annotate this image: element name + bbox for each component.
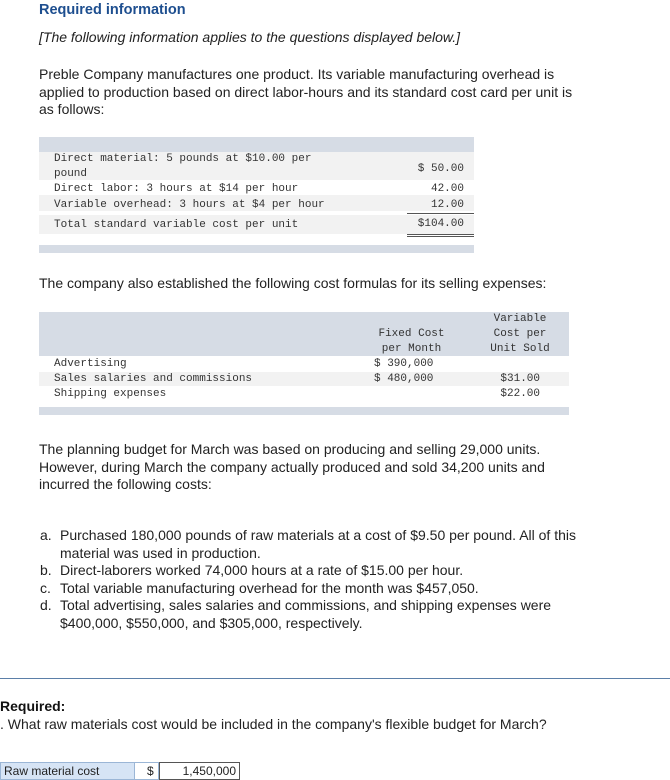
required-title: Required: bbox=[0, 698, 66, 714]
selling-intro: The company also established the following cost formulas for its selling expenses: bbox=[39, 275, 547, 291]
actual-costs-list bbox=[40, 527, 650, 632]
planning-paragraph bbox=[39, 441, 545, 494]
raw-material-cost-input[interactable]: 1,450,000 bbox=[159, 762, 240, 780]
list-item bbox=[40, 562, 650, 580]
expense-fixed-value: $ 480,000 bbox=[374, 373, 434, 385]
list-item-letter: c. bbox=[40, 579, 51, 596]
cost-row-value: 12.00 bbox=[430, 199, 464, 211]
subtotal-rule bbox=[407, 213, 474, 214]
cost-row-total: $104.00 bbox=[417, 218, 464, 230]
list-item-text: Total advertising, sales salaries and commissions, and shipping expenses were bbox=[60, 597, 552, 613]
intro-line: as follows: bbox=[39, 101, 105, 117]
list-item-text: Total variable manufacturing overhead for the month was $457,050. bbox=[60, 579, 479, 596]
answer-currency: $ bbox=[135, 762, 159, 780]
expense-row-label: Sales salaries and commissions bbox=[54, 373, 253, 385]
answer-row-label: Raw material cost bbox=[0, 762, 135, 780]
cost-row-label: Variable overhead: 3 hours at $4 per hour bbox=[54, 199, 325, 211]
list-item bbox=[40, 597, 650, 632]
table-footer-band bbox=[39, 245, 474, 253]
cost-row-label: Total standard variable cost per unit bbox=[54, 219, 299, 231]
cost-row-value: 42.00 bbox=[430, 183, 464, 195]
selling-expenses-table bbox=[39, 312, 569, 417]
standard-cost-card-table bbox=[39, 137, 474, 254]
expense-variable-value: $31.00 bbox=[500, 373, 540, 385]
table-footer-band bbox=[39, 407, 569, 415]
list-item-text: Direct-laborers worked 74,000 hours at a rate of $15.00 per hour. bbox=[60, 562, 464, 578]
required-question: . What raw materials cost would be included in the company's flexible budget for March? bbox=[0, 716, 547, 732]
list-item-text: $400,000, $550,000, and $305,000, respectively. bbox=[60, 614, 363, 631]
total-double-rule bbox=[407, 234, 474, 235]
list-item-letter: b. bbox=[40, 562, 52, 578]
applies-note: [The following information applies to the questions displayed below.] bbox=[39, 29, 461, 45]
list-item bbox=[40, 580, 650, 598]
list-item-text: Purchased 180,000 pounds of raw materials at a cost of $9.50 per pound. All of this bbox=[60, 527, 576, 543]
intro-paragraph bbox=[39, 66, 572, 119]
expense-row-label: Shipping expenses bbox=[54, 388, 167, 400]
planning-line: incurred the following costs: bbox=[39, 476, 212, 492]
planning-line: However, during March the company actually produced and sold 34,200 units and bbox=[39, 458, 545, 475]
expense-variable-value: $22.00 bbox=[500, 388, 540, 400]
cost-row-value: $ 50.00 bbox=[417, 163, 464, 175]
list-item-text: material was used in production. bbox=[60, 544, 261, 561]
section-divider bbox=[0, 678, 670, 679]
intro-line: applied to production based on direct labor-hours and its standard cost card per unit is bbox=[39, 83, 573, 100]
total-double-rule bbox=[407, 236, 474, 237]
cost-row-label: pound bbox=[54, 168, 88, 180]
planning-line: The planning budget for March was based on producing and selling 29,000 units. bbox=[39, 441, 541, 457]
list-item-letter: d. bbox=[40, 597, 52, 613]
fixed-cost-header: Fixed Cost per Month bbox=[378, 328, 445, 355]
cost-row-label: Direct labor: 3 hours at $14 per hour bbox=[54, 183, 299, 195]
list-item bbox=[40, 527, 650, 562]
expense-row-label: Advertising bbox=[54, 358, 127, 370]
cost-row-label: Direct material: 5 pounds at $10.00 per bbox=[54, 153, 312, 165]
table-header-band bbox=[39, 137, 474, 152]
variable-cost-header: Variable Cost per Unit Sold bbox=[490, 313, 550, 355]
intro-line: Preble Company manufactures one product. Its variable manufacturing overhead is bbox=[39, 66, 555, 82]
expense-fixed-value: $ 390,000 bbox=[374, 358, 434, 370]
section-heading: Required information bbox=[39, 2, 186, 18]
list-item-letter: a. bbox=[40, 527, 52, 543]
